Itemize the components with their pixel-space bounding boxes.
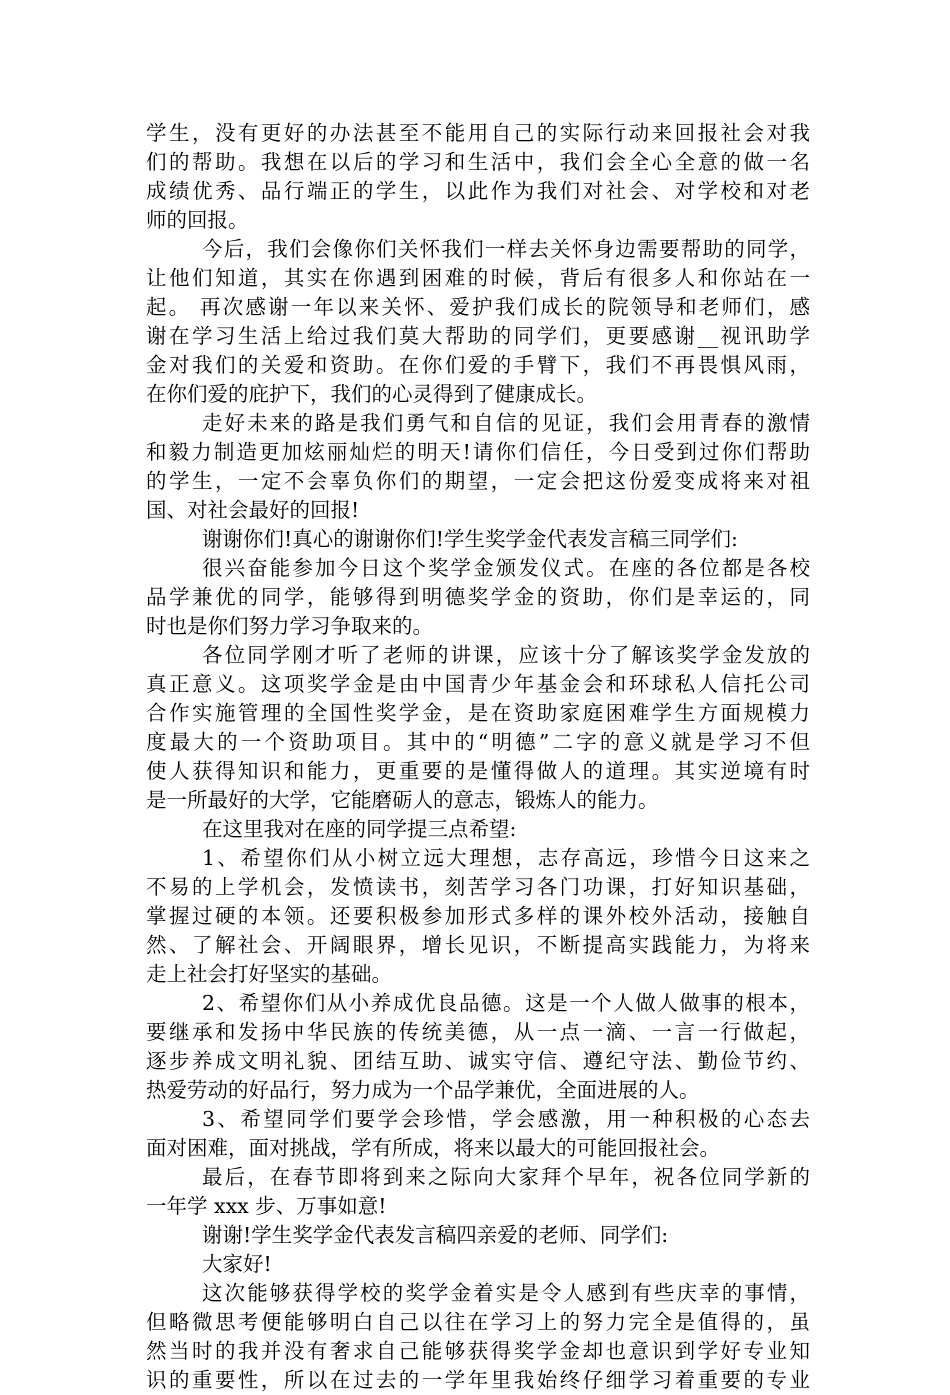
text-line: 起。 再次感谢一年以来关怀、爱护我们成长的院领导和老师们，感	[146, 295, 810, 319]
text-line: 合作实施管理的全国性奖学金，是在资助家庭困难学生方面规模力	[146, 701, 810, 725]
text-line: 们的帮助。我想在以后的学习和生活中，我们会全心全意的做一名	[146, 150, 810, 174]
text-line: 这次能够获得学校的奖学金着实是令人感到有些庆幸的事情，	[202, 1281, 810, 1305]
text-line: 然、了解社会、开阔眼界，增长见识，不断提高实践能力，为将来	[146, 933, 810, 957]
text-line: 一年学 xxx 步、万事如意!	[146, 1194, 387, 1218]
text-line: 大家好!	[202, 1252, 272, 1276]
text-line: 国、对社会最好的回报!	[146, 498, 360, 522]
text-line: 成绩优秀、品行端正的学生，以此作为我们对社会、对学校和对老	[146, 179, 810, 203]
document-page	[146, 119, 810, 1395]
text-line: 师的回报。	[146, 208, 249, 232]
text-line: 在你们爱的庇护下，我们的心灵得到了健康成长。	[146, 382, 597, 406]
text-line: 走好未来的路是我们勇气和自信的见证，我们会用青春的激情	[202, 411, 810, 435]
text-line: 面对困难，面对挑战，学有所成，将来以最大的可能回报社会。	[146, 1136, 720, 1160]
text-line: 热爱劳动的好品行，努力成为一个品学兼优，全面进展的人。	[146, 1078, 700, 1102]
text-line: 逐步养成文明礼貌、团结互助、诚实守信、遵纪守法、勤俭节约、	[146, 1049, 810, 1073]
text-line: 各位同学刚才听了老师的讲课，应该十分了解该奖学金发放的	[202, 643, 810, 667]
text-line: 识的重要性，所以在过去的一学年里我始终仔细学习着重要的专业	[146, 1368, 810, 1392]
text-line: 使人获得知识和能力，更重要的是懂得做人的道理。其实逆境有时	[146, 759, 810, 783]
text-line: 要继承和发扬中华民族的传统美德，从一点一滴、一言一行做起，	[146, 1020, 810, 1044]
text-line: 的学生，一定不会辜负你们的期望，一定会把这份爱变成将来对祖	[146, 469, 810, 493]
text-line: 很兴奋能参加今日这个奖学金颁发仪式。在座的各位都是各校	[202, 556, 810, 580]
text-line: 但略微思考便能够明白自己以往在学习上的努力完全是值得的，虽	[146, 1310, 810, 1334]
text-line: 学生，没有更好的办法甚至不能用自己的实际行动来回报社会对我	[146, 121, 810, 145]
text-line: 在这里我对在座的同学提三点希望:	[202, 817, 517, 841]
text-line: 最后，在春节即将到来之际向大家拜个早年，祝各位同学新的	[202, 1165, 810, 1189]
text-line: 金对我们的关爱和资助。在你们爱的手臂下，我们不再畏惧风雨，	[146, 353, 810, 377]
text-line: 度最大的一个资助项目。其中的“明德”二字的意义就是学习不但	[146, 730, 810, 754]
text-line: 品学兼优的同学，能够得到明德奖学金的资助，你们是幸运的，同	[146, 585, 810, 609]
text-line: 走上社会打好坚实的基础。	[146, 962, 392, 986]
text-line: 谢谢!学生奖学金代表发言稿四亲爱的老师、同学们:	[202, 1223, 669, 1247]
text-line: 让他们知道，其实在你遇到困难的时候，背后有很多人和你站在一	[146, 266, 810, 290]
text-line: 1、希望你们从小树立远大理想，志存高远，珍惜今日这来之	[202, 846, 810, 870]
text-line: 3、希望同学们要学会珍惜，学会感激，用一种积极的心态去	[202, 1107, 810, 1131]
text-line: 真正意义。这项奖学金是由中国青少年基金会和环球私人信托公司	[146, 672, 810, 696]
text-line: 掌握过硬的本领。还要积极参加形式多样的课外校外活动，接触自	[146, 904, 810, 928]
text-line: 不易的上学机会，发愤读书，刻苦学习各门功课，打好知识基础，	[146, 875, 810, 899]
text-line: 谢谢你们!真心的谢谢你们!学生奖学金代表发言稿三同学们:	[202, 527, 738, 551]
text-line: 和毅力制造更加炫丽灿烂的明天!请你们信任，今日受到过你们帮助	[146, 440, 810, 464]
text-line: 今后，我们会像你们关怀我们一样去关怀身边需要帮助的同学，	[202, 237, 810, 261]
text-line: 是一所最好的大学，它能磨砺人的意志，锻炼人的能力。	[146, 788, 659, 812]
text-line: 2、希望你们从小养成优良品德。这是一个人做人做事的根本，	[202, 991, 810, 1015]
text-line: 时也是你们努力学习争取来的。	[146, 614, 433, 638]
text-line: 然当时的我并没有奢求自己能够获得奖学金却也意识到学好专业知	[146, 1339, 810, 1363]
text-line: 谢在学习生活上给过我们莫大帮助的同学们，更要感谢__视讯助学	[146, 324, 810, 348]
